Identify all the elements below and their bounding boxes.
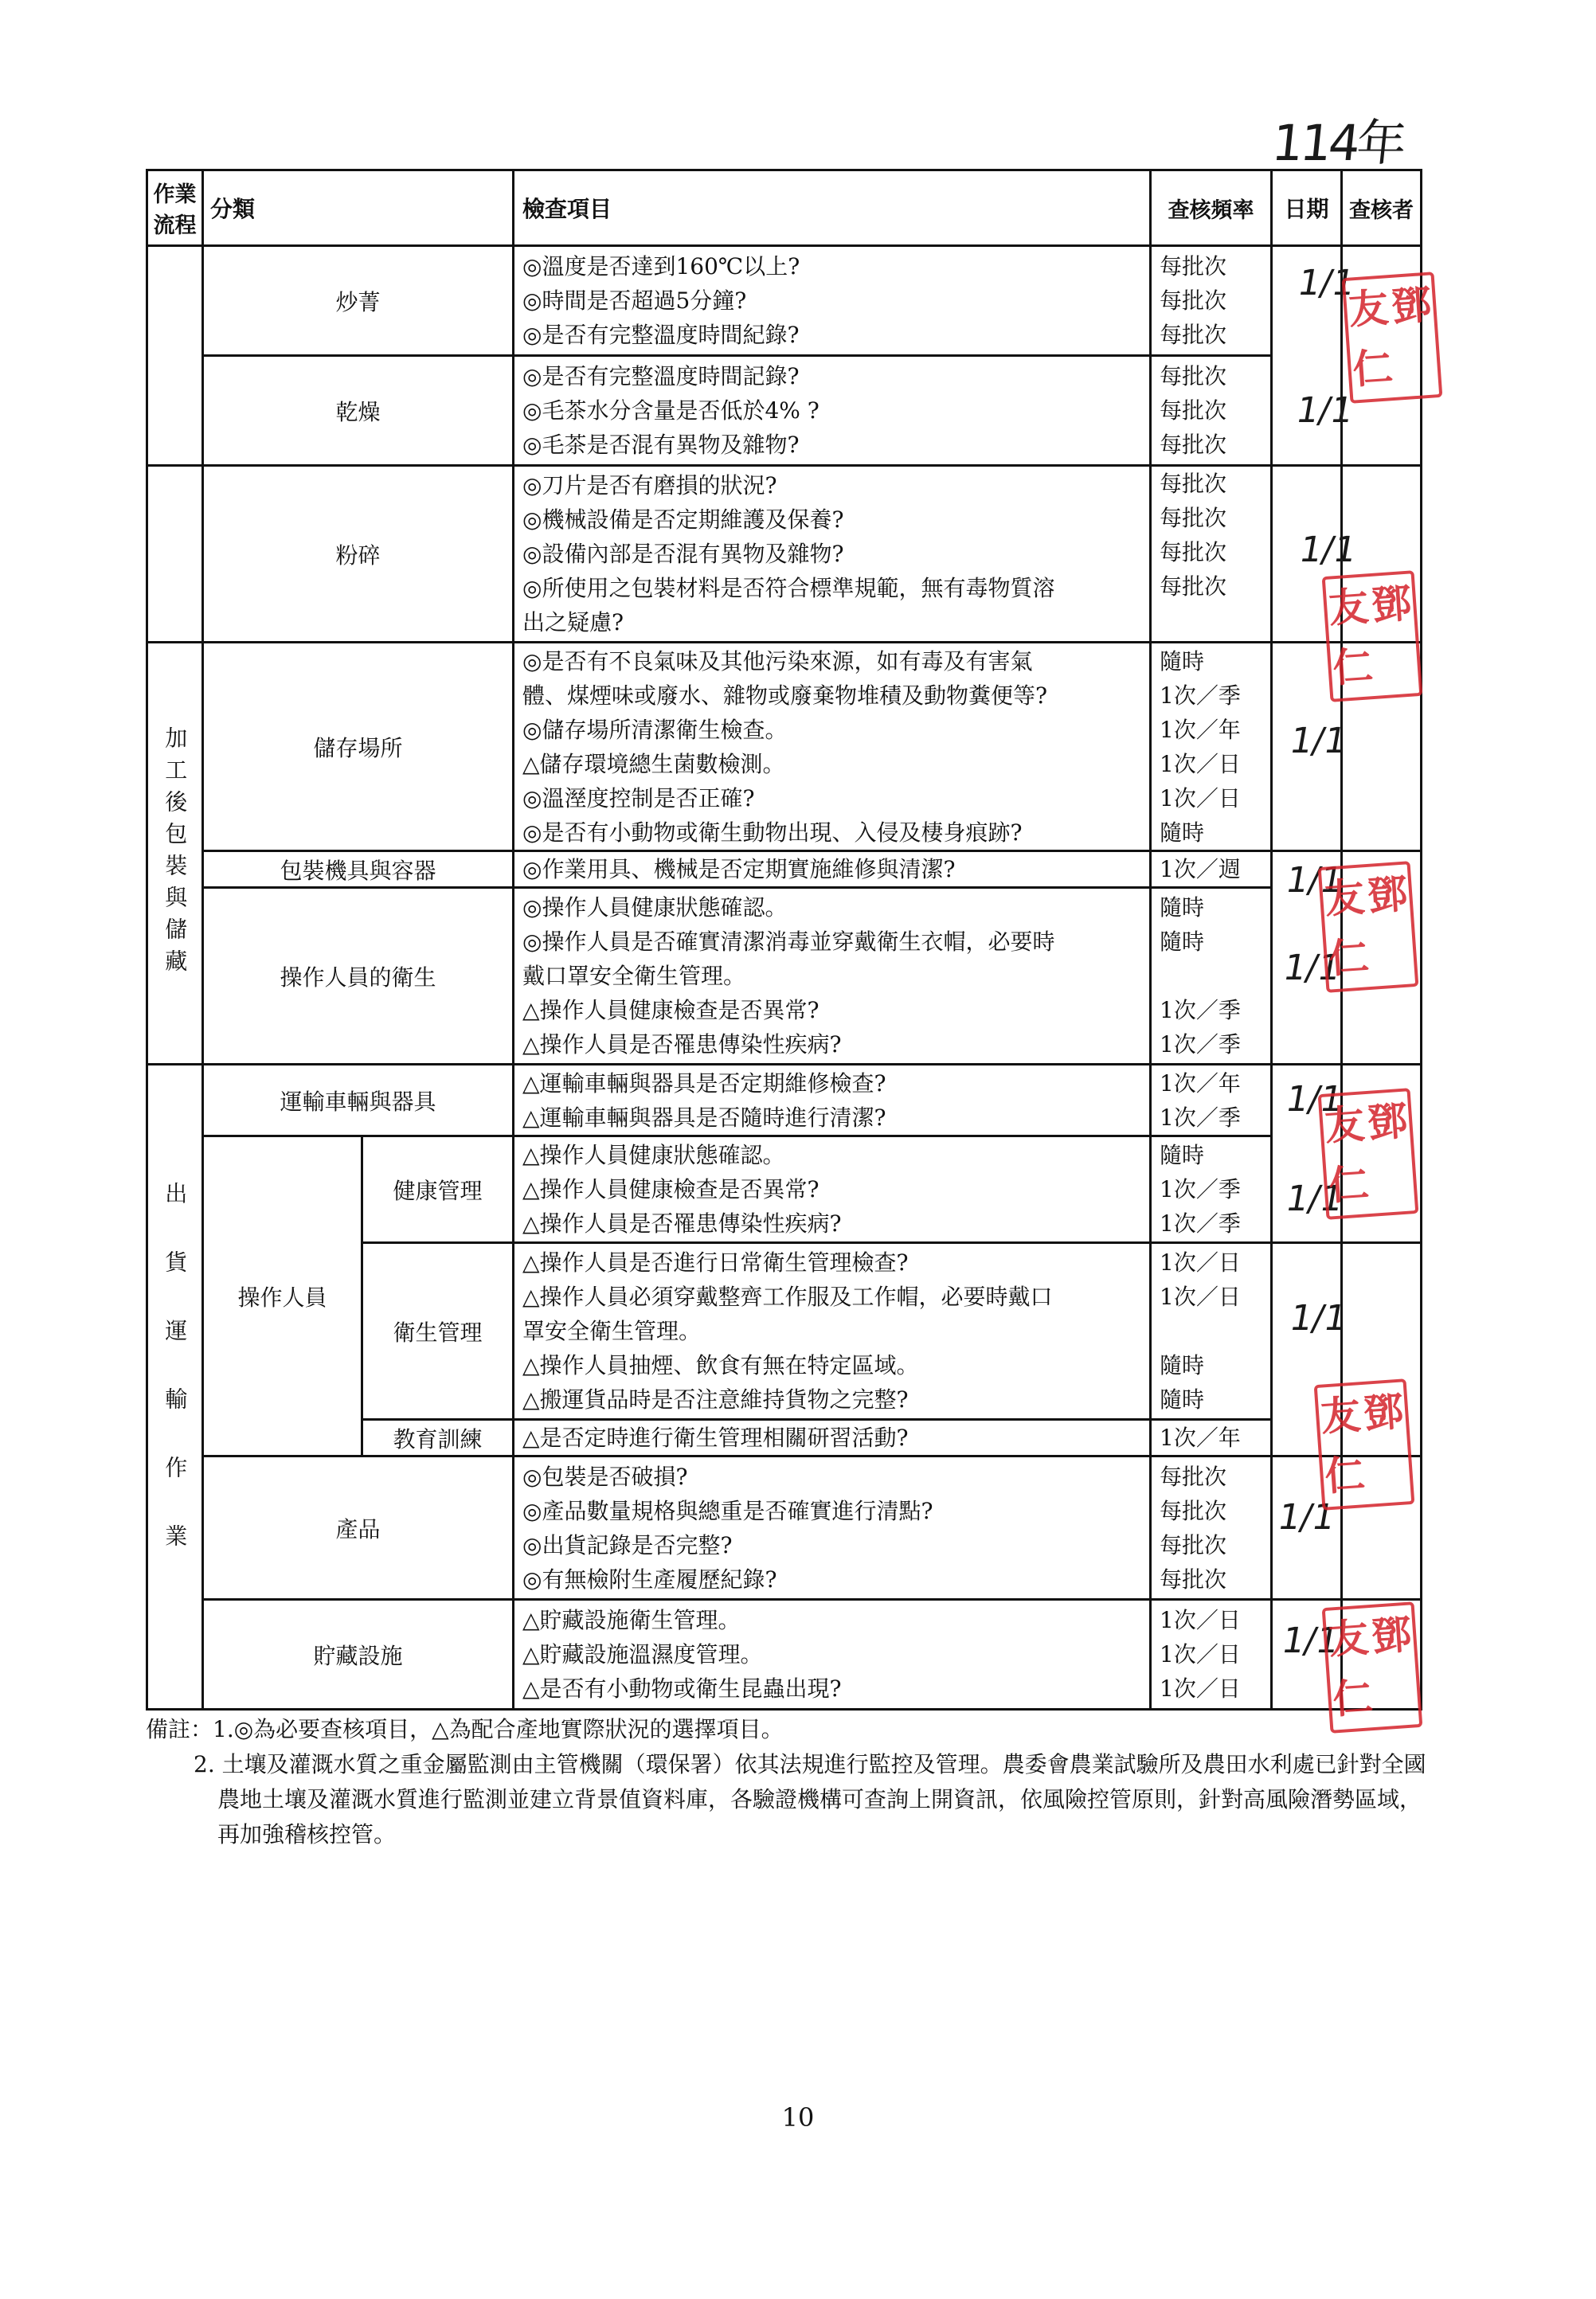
date-mark: 1/1 bbox=[1293, 390, 1357, 431]
freq-value: 1次／季 bbox=[1160, 1104, 1241, 1131]
check-item: ◎出貨記錄是否完整? bbox=[522, 1531, 733, 1558]
table-row bbox=[147, 246, 1422, 356]
date-mark: 1/1 bbox=[1286, 721, 1351, 761]
freq-value: 每批次 bbox=[1160, 1531, 1227, 1558]
check-item: △操作人員抽煙、飲食有無在特定區域。 bbox=[522, 1352, 919, 1378]
subcategory-cell: 衛生管理 bbox=[362, 1243, 514, 1420]
date-mark: 1/1 bbox=[1280, 948, 1344, 988]
items-cell bbox=[514, 1420, 1151, 1456]
freq-value: 隨時 bbox=[1160, 819, 1205, 846]
subcategory-cell: 教育訓練 bbox=[362, 1420, 514, 1456]
process-label-text: 出貨運輸作業 bbox=[162, 1181, 189, 1593]
check-item: ◎是否有小動物或衛生動物出現、入侵及棲身痕跡? bbox=[522, 819, 1023, 846]
freq-value: 1次／季 bbox=[1160, 1210, 1241, 1237]
check-item: △操作人員健康狀態確認。 bbox=[522, 1142, 785, 1168]
table-row bbox=[147, 1065, 1422, 1136]
table-row bbox=[147, 1136, 1422, 1243]
seal-char: 友 bbox=[1323, 874, 1367, 923]
check-item: ◎毛茶是否混有異物及雜物? bbox=[522, 432, 800, 458]
freq-value: 每批次 bbox=[1160, 471, 1227, 497]
freq-value: 隨時 bbox=[1160, 894, 1205, 921]
items-cell bbox=[514, 888, 1151, 1065]
freq-value: 隨時 bbox=[1160, 1352, 1205, 1378]
freq-cell bbox=[1151, 246, 1272, 356]
freq-value: 1次／年 bbox=[1160, 1425, 1241, 1451]
freq-value: 1次／季 bbox=[1160, 1176, 1241, 1202]
check-item: 戴口罩安全衛生管理。 bbox=[522, 963, 746, 989]
freq-value: 每批次 bbox=[1160, 505, 1227, 531]
freq-cell bbox=[1151, 851, 1272, 888]
subcategory-cell: 健康管理 bbox=[362, 1136, 514, 1243]
freq-value bbox=[1152, 959, 1270, 993]
freq-value: 隨時 bbox=[1160, 1142, 1205, 1168]
process-cell-empty bbox=[147, 466, 203, 643]
check-item: ◎操作人員健康狀態確認。 bbox=[522, 894, 788, 921]
freq-value: 隨時 bbox=[1160, 1386, 1205, 1413]
header-items: 檢查項目 bbox=[514, 170, 1151, 246]
date-mark: 1/1 bbox=[1278, 1621, 1343, 1661]
seal-char: 友 bbox=[1327, 1614, 1371, 1664]
seal-char: 仁 bbox=[1327, 1160, 1371, 1210]
freq-cell bbox=[1151, 888, 1272, 1065]
seal-char: 鄧 bbox=[1390, 281, 1434, 330]
items-cell bbox=[514, 851, 1151, 888]
header-frequency: 查核頻率 bbox=[1151, 170, 1272, 246]
header-date: 日期 bbox=[1272, 170, 1342, 246]
check-item: △搬運貨品時是否注意維持貨物之完整? bbox=[522, 1386, 909, 1413]
freq-value: 1次／日 bbox=[1160, 1675, 1241, 1702]
date-mark: 1/1 bbox=[1282, 1179, 1347, 1219]
check-item: △操作人員必須穿戴整齊工作服及工作帽，必要時戴口 bbox=[522, 1284, 1053, 1310]
freq-value: 1次／日 bbox=[1160, 1607, 1241, 1633]
items-cell bbox=[514, 1600, 1151, 1710]
category-cell: 操作人員 bbox=[203, 1136, 362, 1456]
category-cell: 運輸車輛與器具 bbox=[203, 1065, 514, 1136]
seal-char: 仁 bbox=[1323, 1451, 1367, 1500]
check-item: △運輸車輛與器具是否隨時進行清潔? bbox=[522, 1104, 886, 1131]
items-cell bbox=[514, 466, 1151, 643]
check-item: ◎有無檢附生產履歷紀錄? bbox=[522, 1566, 777, 1593]
items-cell bbox=[514, 356, 1151, 466]
check-item: ◎設備內部是否混有異物及雜物? bbox=[522, 541, 844, 567]
category-cell: 粉碎 bbox=[203, 466, 514, 643]
freq-cell bbox=[1151, 466, 1272, 643]
seal-char: 仁 bbox=[1327, 933, 1371, 983]
check-item: △操作人員健康檢查是否異常? bbox=[522, 1176, 820, 1202]
date-mark: 1/1 bbox=[1282, 860, 1347, 901]
table-row bbox=[147, 851, 1422, 888]
freq-value: 1次／日 bbox=[1160, 1641, 1241, 1668]
check-item: ◎機械設備是否定期維護及保養? bbox=[522, 506, 844, 533]
process-label-text: 加工後包裝與儲藏 bbox=[162, 725, 189, 981]
freq-value: 每批次 bbox=[1160, 1497, 1227, 1524]
table-row bbox=[147, 356, 1422, 466]
freq-value: 每批次 bbox=[1160, 322, 1227, 348]
freq-value: 每批次 bbox=[1160, 1463, 1227, 1490]
freq-cell bbox=[1151, 1600, 1272, 1710]
check-item: 體、煤煙味或廢水、雜物或廢棄物堆積及動物糞便等? bbox=[522, 682, 1048, 709]
check-item: △運輸車輛與器具是否定期維修檢查? bbox=[522, 1069, 886, 1097]
check-item: ◎溫溼度控制是否正確? bbox=[522, 784, 755, 811]
freq-value: 1次／年 bbox=[1160, 716, 1241, 743]
auditor-seal-stamp bbox=[1322, 570, 1423, 702]
freq-value: 1次／日 bbox=[1160, 1284, 1241, 1310]
check-item: ◎是否有不良氣味及其他污染來源，如有毒及有害氣 bbox=[522, 647, 1033, 674]
date-mark: 1/1 bbox=[1274, 1497, 1339, 1538]
header-auditor: 查核者 bbox=[1342, 170, 1422, 246]
seal-char: 友 bbox=[1347, 284, 1391, 334]
freq-value: 每批次 bbox=[1160, 287, 1227, 314]
table-row bbox=[147, 1456, 1422, 1600]
seal-char: 鄧 bbox=[1362, 1388, 1406, 1437]
process-label-processing bbox=[147, 643, 203, 1065]
check-item: △操作人員是否罹患傳染性疾病? bbox=[522, 1031, 842, 1058]
items-cell bbox=[514, 643, 1151, 851]
freq-value: 1次／季 bbox=[1160, 997, 1241, 1023]
category-cell: 操作人員的衛生 bbox=[203, 888, 514, 1065]
seal-char bbox=[1372, 633, 1419, 696]
check-item: ◎儲存場所清潔衛生檢查。 bbox=[522, 716, 788, 743]
seal-char bbox=[1368, 924, 1415, 987]
seal-char: 仁 bbox=[1331, 1674, 1375, 1723]
items-cell bbox=[514, 1456, 1151, 1600]
freq-value: 每批次 bbox=[1160, 397, 1227, 424]
check-item: △操作人員是否罹患傳染性疾病? bbox=[522, 1210, 842, 1237]
date-mark: 1/1 bbox=[1282, 1079, 1347, 1120]
items-cell bbox=[514, 1243, 1151, 1420]
seal-char: 友 bbox=[1327, 583, 1371, 632]
check-item: △是否有小動物或衛生昆蟲出現? bbox=[522, 1675, 842, 1702]
check-item: ◎產品數量規格與總重是否確實進行清點? bbox=[522, 1497, 933, 1524]
date-mark: 1/1 bbox=[1296, 530, 1360, 570]
category-cell: 儲存場所 bbox=[203, 643, 514, 851]
freq-value: 1次／日 bbox=[1160, 784, 1241, 811]
date-mark: 1/1 bbox=[1294, 263, 1359, 303]
freq-value: 每批次 bbox=[1160, 539, 1227, 565]
page-number: 10 bbox=[781, 2102, 815, 2133]
freq-value: 1次／季 bbox=[1160, 682, 1241, 709]
freq-value: 每批次 bbox=[1160, 1566, 1227, 1593]
table-row bbox=[147, 643, 1422, 851]
items-cell bbox=[514, 1065, 1151, 1136]
freq-value: 1次／季 bbox=[1160, 1031, 1241, 1058]
category-cell: 乾燥 bbox=[203, 356, 514, 466]
freq-cell bbox=[1151, 1456, 1272, 1600]
seal-char: 鄧 bbox=[1366, 870, 1410, 920]
freq-value: 每批次 bbox=[1160, 363, 1227, 389]
category-cell: 炒菁 bbox=[203, 246, 514, 356]
check-item: ◎是否有完整溫度時間記錄? bbox=[522, 363, 800, 389]
freq-cell bbox=[1151, 643, 1272, 851]
category-cell: 貯藏設施 bbox=[203, 1600, 514, 1710]
check-item: ◎操作人員是否確實清潔消毒並穿戴衛生衣帽，必要時 bbox=[522, 929, 1055, 955]
seal-char bbox=[1368, 1151, 1415, 1214]
check-item: ◎毛茶水分含量是否低於4% ? bbox=[522, 397, 820, 424]
check-item: ◎所使用之包裝材料是否符合標準規範，無有毒物質溶 bbox=[522, 575, 1055, 601]
freq-value: 1次／年 bbox=[1160, 1069, 1241, 1097]
check-item: △操作人員是否進行日常衛生管理檢查? bbox=[522, 1249, 909, 1276]
process-label-shipping bbox=[147, 1065, 203, 1710]
category-cell: 產品 bbox=[203, 1456, 514, 1600]
year-handwritten-note: 114年 bbox=[1269, 114, 1406, 172]
freq-cell bbox=[1151, 356, 1272, 466]
seal-char: 鄧 bbox=[1366, 1097, 1410, 1147]
footnotes bbox=[146, 1712, 1436, 1852]
auditor-seal-stamp bbox=[1318, 1088, 1419, 1220]
items-cell bbox=[514, 246, 1151, 356]
freq-cell bbox=[1151, 1420, 1272, 1456]
auditor-seal-stamp bbox=[1318, 861, 1419, 993]
freq-value: 1次／日 bbox=[1160, 750, 1241, 777]
seal-char bbox=[1392, 334, 1439, 397]
check-item: ◎刀片是否有磨損的狀況? bbox=[522, 472, 777, 499]
header-process: 作業流程 bbox=[147, 170, 203, 246]
table-row bbox=[147, 1600, 1422, 1710]
freq-cell bbox=[1151, 1065, 1272, 1136]
table-row bbox=[147, 466, 1422, 643]
freq-value: 1次／週 bbox=[1160, 856, 1241, 882]
check-item: ◎包裝是否破損? bbox=[522, 1463, 688, 1490]
check-item: △是否定時進行衛生管理相關研習活動? bbox=[522, 1425, 909, 1451]
seal-char: 仁 bbox=[1351, 344, 1395, 393]
check-item: △貯藏設施衛生管理。 bbox=[522, 1607, 741, 1633]
seal-char: 鄧 bbox=[1370, 1611, 1414, 1660]
check-item: △操作人員健康檢查是否異常? bbox=[522, 997, 820, 1023]
footnote-2: 2. 土壤及灌溉水質之重金屬監測由主管機關（環保署）依其法規進行監控及管理。農委會農業試驗所及農田水利處已針對全國農地土壤及灌溉水質進行監測並建立背景值資料庫，各驗證機構可查詢上開資訊，依風險控管原則，針對高風險潛勢區域，再加強稽核控管。 bbox=[194, 1751, 1426, 1847]
freq-value: 每批次 bbox=[1160, 253, 1227, 280]
freq-value: 每批次 bbox=[1160, 432, 1227, 458]
check-item: ◎是否有完整溫度時間紀錄? bbox=[522, 322, 800, 348]
freq-value: 1次／日 bbox=[1160, 1249, 1241, 1276]
freq-value: 隨時 bbox=[1160, 929, 1205, 955]
auditor-seal-stamp bbox=[1342, 272, 1443, 404]
check-item: 出之疑慮? bbox=[522, 609, 624, 635]
check-item: △貯藏設施溫濕度管理。 bbox=[522, 1641, 763, 1668]
date-mark: 1/1 bbox=[1286, 1298, 1351, 1339]
footnote-1: 備註：1.◎為必要查核項目，△為配合產地實際狀況的選擇項目。 bbox=[146, 1716, 784, 1742]
check-item: ◎溫度是否達到160℃以上? bbox=[522, 253, 800, 280]
check-item: △儲存環境總生菌數檢測。 bbox=[522, 750, 785, 777]
process-cell-empty bbox=[147, 246, 203, 466]
auditor-seal-stamp bbox=[1314, 1378, 1415, 1511]
category-cell: 包裝機具與容器 bbox=[203, 851, 514, 888]
seal-char: 仁 bbox=[1331, 643, 1375, 692]
check-item: ◎作業用具、機械是否定期實施維修與清潔? bbox=[522, 856, 956, 882]
table-header-row bbox=[147, 170, 1422, 246]
seal-char bbox=[1364, 1441, 1411, 1504]
header-category: 分類 bbox=[203, 170, 514, 246]
audit-checklist-table bbox=[146, 169, 1422, 1711]
freq-value: 隨時 bbox=[1160, 647, 1205, 674]
table-row bbox=[147, 888, 1422, 1065]
check-item: ◎時間是否超過5分鐘? bbox=[522, 287, 747, 314]
freq-value bbox=[1152, 1314, 1270, 1348]
seal-char: 鄧 bbox=[1370, 580, 1414, 629]
freq-cell bbox=[1151, 1243, 1272, 1420]
seal-char: 友 bbox=[1323, 1101, 1367, 1150]
freq-value: 每批次 bbox=[1160, 573, 1227, 600]
seal-char: 友 bbox=[1319, 1391, 1363, 1441]
freq-cell bbox=[1151, 1136, 1272, 1243]
check-item: 罩安全衛生管理。 bbox=[522, 1318, 702, 1344]
items-cell bbox=[514, 1136, 1151, 1243]
